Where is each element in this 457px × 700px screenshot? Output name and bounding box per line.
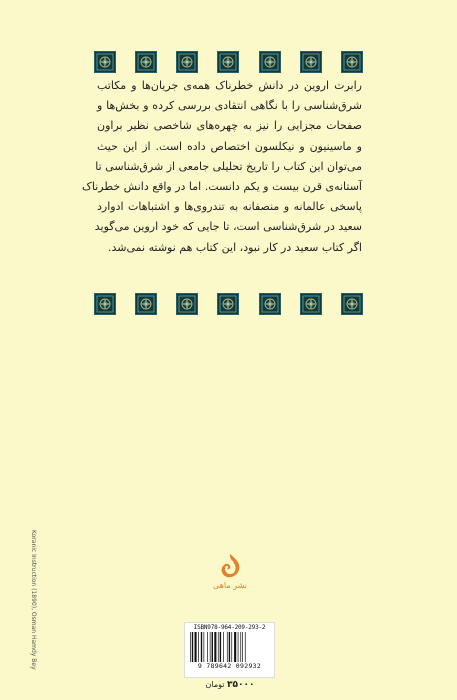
price-label: [186, 680, 274, 690]
ornamental-tile-icon: [341, 293, 363, 315]
ornamental-tile-icon: [341, 51, 363, 73]
blurb-line: سعید در شرق‌شناسی است، تا جایی که خود اروین می‌گوید: [94, 220, 362, 234]
ornamental-tile-icon: [135, 51, 157, 73]
ornamental-tile-icon: [259, 293, 281, 315]
barcode-number: 9 789642 092932: [197, 662, 262, 670]
tile-row-bottom: [94, 293, 363, 315]
tile-row-top: [94, 51, 363, 73]
ornamental-tile-icon: [176, 51, 198, 73]
blurb-line: صفحات مجزایی را نیز به چهره‌های شاخصی نظیر براون: [97, 119, 362, 133]
price-amount: ۳۵۰۰۰: [227, 680, 255, 690]
ornamental-tile-icon: [300, 293, 322, 315]
ornamental-tile-icon: [217, 51, 239, 73]
price-currency: تومان: [205, 680, 225, 689]
ornamental-tile-icon: [135, 293, 157, 315]
blurb-line: شرق‌شناسی را با نگاهی انتقادی بررسی کرده و بخش‌ها و: [97, 99, 362, 113]
isbn-label: ISBN978-964-209-293-2: [193, 624, 266, 631]
ornamental-tile-icon: [217, 293, 239, 315]
barcode: [184, 622, 275, 678]
publisher-bird-logo-icon: [212, 553, 248, 579]
ornamental-tile-icon: [176, 293, 198, 315]
blurb-line: می‌توان این کتاب را تاریخ تحلیلی جامعی از شرق‌شناسی تا: [95, 159, 362, 173]
image-credit: Koranic Instruction (1890), Osman Hamdy Bey: [30, 530, 37, 670]
publisher-logo: [212, 553, 248, 601]
blurb-line: آستانه‌ی قرن بیست و یکم دانست. اما در واقع دانش خطرناک: [82, 180, 362, 194]
ornamental-tile-icon: [94, 293, 116, 315]
blurb-line: پاسخی عالمانه و منصفانه به تندروی‌ها و اشتباهات ادوارد: [97, 200, 362, 214]
blurb-line: اگر کتاب سعید در کار نبود، این کتاب هم نوشته نمی‌شد.: [108, 240, 362, 254]
ornamental-tile-icon: [259, 51, 281, 73]
barcode-bars: [189, 632, 271, 662]
publisher-name: نشر ماهی: [213, 581, 247, 590]
ornamental-tile-icon: [300, 51, 322, 73]
blurb-line: و ماسینیون و نیکلسون اختصاص داده است. از این حیث: [97, 139, 362, 153]
back-cover-blurb: [82, 76, 362, 258]
blurb-line: رابرت اروین در دانش خطرناک همه‌ی جریان‌ها و مکاتب: [97, 79, 362, 92]
ornamental-tile-icon: [94, 51, 116, 73]
